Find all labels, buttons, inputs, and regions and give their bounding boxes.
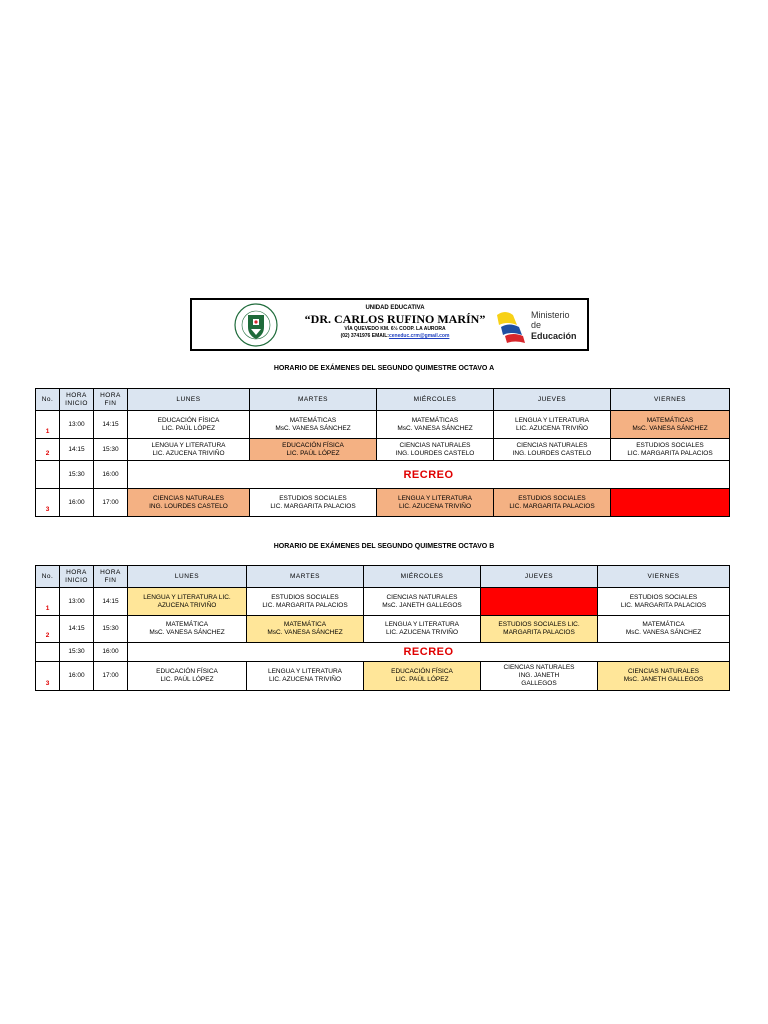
period-row (36, 489, 730, 517)
start-time: 15:30 (60, 643, 94, 662)
period-number (36, 643, 60, 662)
exam-cell-jueves: ESTUDIOS SOCIALES LIC. MARGARITA PALACIOS (481, 616, 598, 643)
start-time: 15:30 (60, 461, 94, 489)
ministry-logo-text (531, 310, 587, 342)
exam-cell-miercoles: LENGUA Y LITERATURA LIC. AZUCENA TRIVIÑO (364, 616, 481, 643)
column-header: MARTES (247, 566, 364, 588)
school-contact (300, 333, 490, 340)
period-row (36, 411, 730, 439)
start-time: 14:15 (60, 439, 94, 461)
end-time: 17:00 (94, 662, 128, 691)
period-number: 2 (36, 616, 60, 643)
school-header (190, 298, 589, 351)
exam-cell-miercoles: CIENCIAS NATURALES ING. LOURDES CASTELO (377, 439, 494, 461)
exam-cell-jueves: ESTUDIOS SOCIALES LIC. MARGARITA PALACIOS (494, 489, 611, 517)
exam-cell-jueves: CIENCIAS NATURALES ING. LOURDES CASTELO (494, 439, 611, 461)
exam-cell-jueves: CIENCIAS NATURALES ING. JANETH GALLEGOS (481, 662, 598, 691)
period-number: 3 (36, 489, 60, 517)
column-header: VIERNES (611, 389, 730, 411)
exam-cell-martes: ESTUDIOS SOCIALES LIC. MARGARITA PALACIOS (247, 588, 364, 616)
ministry-flag-icon (495, 307, 527, 345)
exam-cell-lunes: EDUCACIÓN FÍSICA LIC. PAÚL LÓPEZ (128, 411, 250, 439)
column-header: LUNES (128, 566, 247, 588)
period-number: 1 (36, 588, 60, 616)
exam-cell-lunes: EDUCACIÓN FÍSICA LIC. PAÚL LÓPEZ (128, 662, 247, 691)
start-time: 13:00 (60, 588, 94, 616)
period-number (36, 461, 60, 489)
period-row (36, 616, 730, 643)
start-time: 16:00 (60, 662, 94, 691)
exam-cell-viernes: MATEMÁTICAS MsC. VANESA SÁNCHEZ (611, 411, 730, 439)
schedule-b-title: HORARIO DE EXÁMENES DEL SEGUNDO QUIMESTRE OCTAVO B (273, 543, 495, 550)
exam-cell-jueves: LENGUA Y LITERATURA LIC. AZUCENA TRIVIÑO (494, 411, 611, 439)
end-time: 15:30 (94, 616, 128, 643)
exam-cell-viernes: CIENCIAS NATURALES MsC. JANETH GALLEGOS (598, 662, 730, 691)
ministry-line2-bold: Educación (531, 331, 577, 341)
end-time: 14:15 (94, 411, 128, 439)
schedule-a-title: HORARIO DE EXÁMENES DEL SEGUNDO QUIMESTRE OCTAVO A (273, 365, 495, 372)
recess-row (36, 461, 730, 489)
schedule-a-table (35, 388, 730, 517)
column-header: LUNES (128, 389, 250, 411)
header-row (36, 566, 730, 588)
period-row (36, 662, 730, 691)
exam-cell-lunes: LENGUA Y LITERATURA LIC. AZUCENA TRIVIÑO (128, 588, 247, 616)
exam-cell-martes: LENGUA Y LITERATURA LIC. AZUCENA TRIVIÑO (247, 662, 364, 691)
recess-label: RECREO (128, 461, 730, 489)
end-time: 16:00 (94, 643, 128, 662)
phone-label: (02) 3741976 EMAIL: (340, 333, 389, 339)
exam-cell-miercoles: MATEMÁTICAS MsC. VANESA SÁNCHEZ (377, 411, 494, 439)
ministry-line1: Ministerio (531, 310, 570, 320)
column-header: JUEVES (494, 389, 611, 411)
column-header: VIERNES (598, 566, 730, 588)
exam-cell-lunes: CIENCIAS NATURALES ING. LOURDES CASTELO (128, 489, 250, 517)
email-link[interactable]: ceneduc.crm@gmail.com (388, 333, 450, 339)
column-header: HORA INICIO (60, 389, 94, 411)
column-header: MARTES (250, 389, 377, 411)
end-time: 17:00 (94, 489, 128, 517)
recess-label: RECREO (128, 643, 730, 662)
exam-cell-martes: EDUCACIÓN FÍSICA LIC. PAÚL LÓPEZ (250, 439, 377, 461)
exam-cell-martes: MATEMÁTICAS MsC. VANESA SÁNCHEZ (250, 411, 377, 439)
start-time: 16:00 (60, 489, 94, 517)
column-header: MIÉRCOLES (364, 566, 481, 588)
end-time: 16:00 (94, 461, 128, 489)
period-number: 1 (36, 411, 60, 439)
column-header: HORA INICIO (60, 566, 94, 588)
exam-cell-viernes: MATEMÁTICA MsC. VANESA SÁNCHEZ (598, 616, 730, 643)
exam-cell-jueves (481, 588, 598, 616)
column-header: No. (36, 389, 60, 411)
exam-cell-viernes (611, 489, 730, 517)
ministry-line2-prefix: de (531, 320, 542, 330)
end-time: 14:15 (94, 588, 128, 616)
exam-cell-viernes: ESTUDIOS SOCIALES LIC. MARGARITA PALACIOS (598, 588, 730, 616)
school-name: “DR. CARLOS RUFINO MARÍN” (304, 312, 486, 326)
column-header: JUEVES (481, 566, 598, 588)
start-time: 13:00 (60, 411, 94, 439)
column-header: MIÉRCOLES (377, 389, 494, 411)
exam-cell-viernes: ESTUDIOS SOCIALES LIC. MARGARITA PALACIOS (611, 439, 730, 461)
exam-cell-martes: MATEMÁTICA MsC. VANESA SÁNCHEZ (247, 616, 364, 643)
period-row (36, 588, 730, 616)
school-address: VÍA QUEVEDO KM. 6½ COOP. LA AURORA (344, 326, 446, 332)
exam-cell-miercoles: EDUCACIÓN FÍSICA LIC. PAÚL LÓPEZ (364, 662, 481, 691)
school-seal-icon (234, 303, 278, 347)
period-number: 3 (36, 662, 60, 691)
column-header: HORA FIN (94, 389, 128, 411)
schedule-b-table (35, 565, 730, 691)
column-header: HORA FIN (94, 566, 128, 588)
exam-cell-miercoles: CIENCIAS NATURALES MsC. JANETH GALLEGOS (364, 588, 481, 616)
exam-cell-lunes: LENGUA Y LITERATURA LIC. AZUCENA TRIVIÑO (128, 439, 250, 461)
recess-row (36, 643, 730, 662)
exam-cell-miercoles: LENGUA Y LITERATURA LIC. AZUCENA TRIVIÑO (377, 489, 494, 517)
column-header: No. (36, 566, 60, 588)
period-row (36, 439, 730, 461)
school-unit-label: UNIDAD EDUCATIVA (365, 305, 425, 311)
exam-cell-lunes: MATEMÁTICA MsC. VANESA SÁNCHEZ (128, 616, 247, 643)
period-number: 2 (36, 439, 60, 461)
exam-cell-martes: ESTUDIOS SOCIALES LIC. MARGARITA PALACIOS (250, 489, 377, 517)
header-row (36, 389, 730, 411)
end-time: 15:30 (94, 439, 128, 461)
start-time: 14:15 (60, 616, 94, 643)
